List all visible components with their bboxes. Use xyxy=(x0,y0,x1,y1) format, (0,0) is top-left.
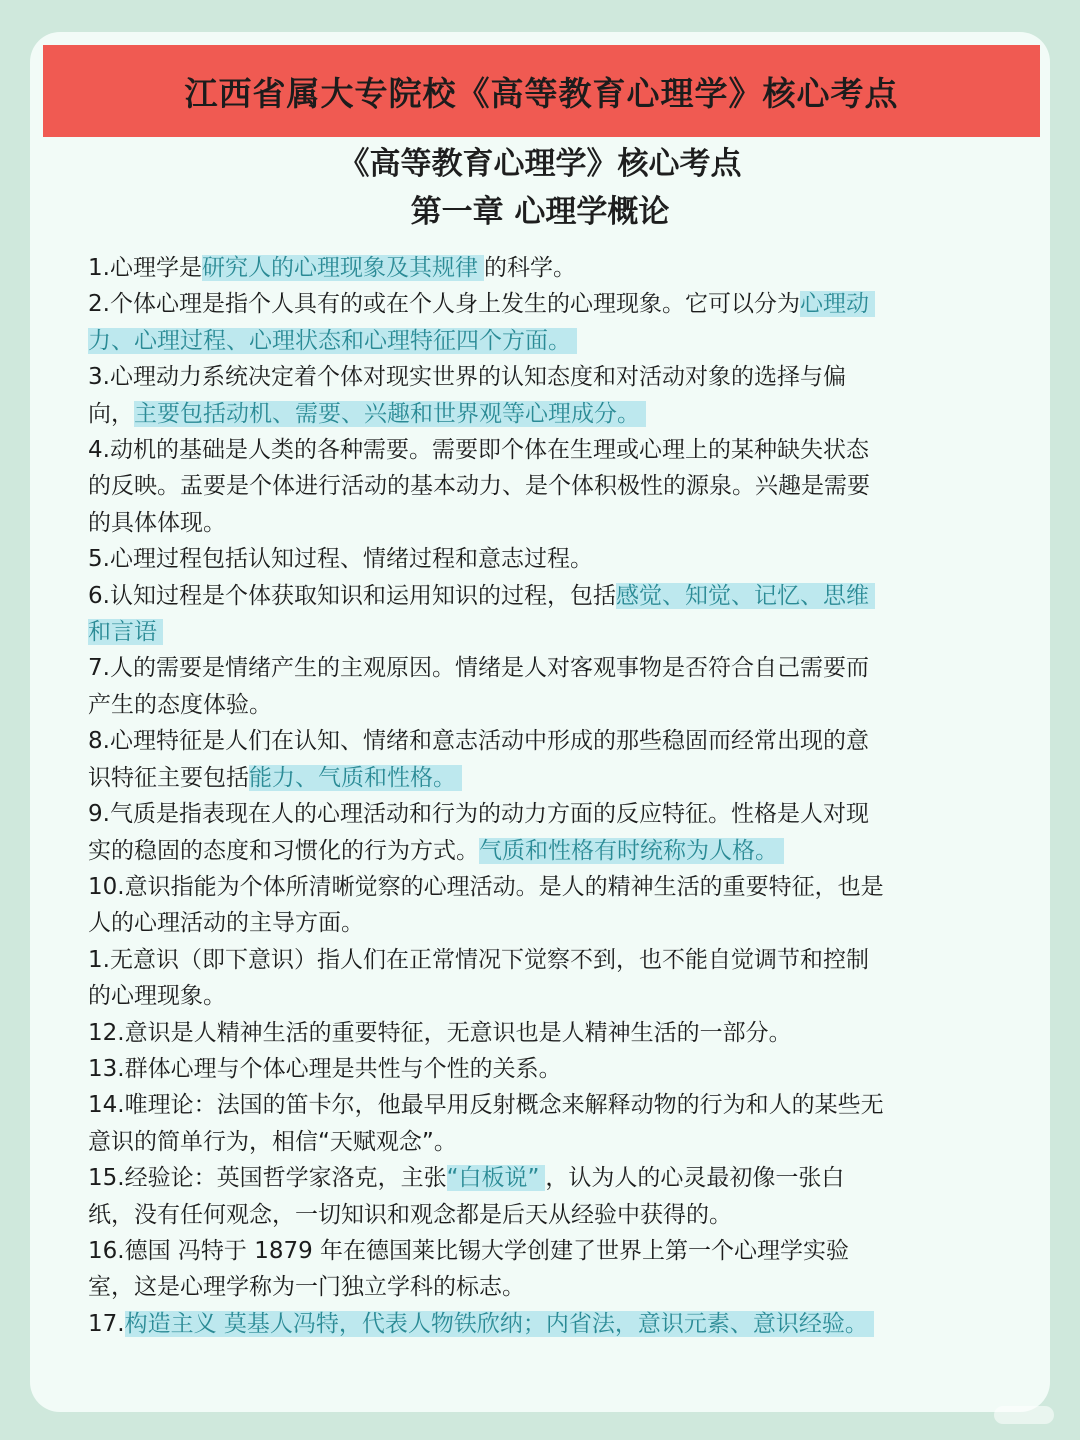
text-segment: 10.意识指能为个体所清晰觉察的心理活动。是人的精神生活的重要特征，也是 xyxy=(88,873,884,900)
text-segment: 9.气质是指表现在人的心理活动和行为的动力方面的反应特征。性格是人对现 xyxy=(88,801,869,828)
list-item xyxy=(88,432,993,541)
list-item xyxy=(88,869,993,942)
text-line xyxy=(88,1197,993,1233)
text-segment: 17. xyxy=(88,1310,125,1337)
text-segment: 人的心理活动的主导方面。 xyxy=(88,910,364,937)
list-item xyxy=(88,1233,993,1306)
text-line xyxy=(88,468,993,504)
text-line xyxy=(88,432,993,468)
text-line xyxy=(88,396,993,432)
text-line xyxy=(88,541,993,577)
text-line xyxy=(88,1269,993,1305)
highlighted-text: 力、心理过程、心理状态和心理特征四个方面。 xyxy=(88,328,577,354)
highlighted-text: 构造主义 莫基人冯特，代表人物铁欣纳；内省法，意识元素、意识经验。 xyxy=(125,1311,874,1337)
text-segment: 实的稳固的态度和习惯化的行为方式。 xyxy=(88,837,479,864)
text-line xyxy=(88,1124,993,1160)
text-line xyxy=(88,1160,993,1196)
text-segment: 5.心理过程包括认知过程、情绪过程和意志过程。 xyxy=(88,546,593,573)
text-line xyxy=(88,978,993,1014)
text-line xyxy=(88,1087,993,1123)
text-segment: 1.心理学是 xyxy=(88,255,202,281)
text-segment: 纸，没有任何观念，一切知识和观念都是后天从经验中获得的。 xyxy=(88,1201,732,1228)
text-segment: 的具体体现。 xyxy=(88,509,226,536)
text-line xyxy=(88,760,993,796)
text-line xyxy=(88,505,993,541)
text-line xyxy=(88,286,993,322)
list-item xyxy=(88,942,993,1015)
highlighted-text: 感觉、知觉、记忆、思维 xyxy=(616,583,875,609)
text-segment: 14.唯理论：法国的笛卡尔，他最早用反射概念来解释动物的行为和人的某些无 xyxy=(88,1092,884,1119)
text-segment: 向， xyxy=(88,400,134,427)
text-segment: 3.心理动力系统决定着个体对现实世界的认知态度和对活动对象的选择与偏 xyxy=(88,364,846,391)
highlighted-text: 心理动 xyxy=(800,291,875,317)
banner-title: 江西省属大专院校《高等教育心理学》核心考点 xyxy=(184,73,899,113)
text-segment: 6.认知过程是个体获取知识和运用知识的过程，包括 xyxy=(88,582,616,609)
text-segment: 7.人的需要是情绪产生的主观原因。情绪是人对客观事物是否符合自己需要而 xyxy=(88,655,869,682)
text-segment: 12.意识是人精神生活的重要特征，无意识也是人精神生活的一部分。 xyxy=(88,1019,792,1046)
text-line xyxy=(88,1015,993,1051)
text-segment: 的科学。 xyxy=(483,255,576,281)
list-item xyxy=(88,1015,993,1051)
text-line xyxy=(88,359,993,395)
text-line xyxy=(88,796,993,832)
text-line xyxy=(88,578,993,614)
text-segment: 16.德国 冯特于 1879 年在德国莱比锡大学创建了世界上第一个心理学实验 xyxy=(88,1237,850,1264)
text-line xyxy=(88,687,993,723)
text-line xyxy=(88,650,993,686)
list-item xyxy=(88,250,993,286)
text-segment: 的心理现象。 xyxy=(88,983,226,1010)
text-segment: 的反映。盂要是个体进行活动的基本动力、是个体积极性的源泉。兴趣是需要 xyxy=(88,473,870,500)
chapter-heading: 第一章 心理学概论 xyxy=(410,194,670,230)
text-segment: 8.心理特征是人们在认知、情绪和意志活动中形成的那些稳固而经常出现的意 xyxy=(88,728,869,755)
text-line xyxy=(88,723,993,759)
text-segment: 意识的简单行为，相信“天赋观念”。 xyxy=(88,1128,457,1155)
text-line xyxy=(88,942,993,978)
highlighted-text: 气质和性格有时统称为人格。 xyxy=(479,838,784,864)
text-line xyxy=(88,323,993,359)
list-item xyxy=(88,723,993,796)
text-line xyxy=(88,614,993,650)
list-item xyxy=(88,1306,993,1342)
text-segment: 1.无意识（即下意识）指人们在正常情况下觉察不到，也不能自觉调节和控制 xyxy=(88,946,869,973)
key-points-list xyxy=(88,250,993,1342)
text-segment: 13.群体心理与个体心理是共性与个性的关系。 xyxy=(88,1055,562,1082)
text-line xyxy=(88,833,993,869)
text-line xyxy=(88,869,993,905)
text-segment: ，认为人的心灵最初像一张白 xyxy=(545,1165,845,1192)
text-line xyxy=(88,1306,993,1342)
document-title: 《高等教育心理学》核心考点 xyxy=(338,146,742,182)
list-item xyxy=(88,578,993,651)
text-segment: 产生的态度体验。 xyxy=(88,691,272,718)
list-item xyxy=(88,541,993,577)
list-item xyxy=(88,359,993,432)
list-item xyxy=(88,286,993,359)
list-item xyxy=(88,1087,993,1160)
header-banner xyxy=(43,45,1040,137)
text-segment: 2.个体心理是指个人具有的或在个人身上发生的心理现象。它可以分为 xyxy=(88,291,800,318)
highlighted-text: 研究人的心理现象及其规律 xyxy=(202,255,484,281)
highlighted-text: 能力、气质和性格。 xyxy=(249,765,462,791)
highlighted-text: 主要包括动机、需要、兴趣和世界观等心理成分。 xyxy=(134,401,646,427)
text-line xyxy=(88,1051,993,1087)
list-item xyxy=(88,1051,993,1087)
text-segment: 4.动机的基础是人类的各种需要。需要即个体在生理或心理上的某种缺失状态 xyxy=(88,437,869,464)
text-line xyxy=(88,250,993,286)
highlighted-text: 和言语 xyxy=(88,619,163,645)
list-item xyxy=(88,796,993,869)
list-item xyxy=(88,1160,993,1233)
text-segment: 室，这是心理学称为一门独立学科的标志。 xyxy=(88,1274,525,1301)
text-line xyxy=(88,905,993,941)
list-item xyxy=(88,650,993,723)
text-segment: 识特征主要包括 xyxy=(88,764,249,791)
text-segment: 15.经验论：英国哲学家洛克，主张 xyxy=(88,1165,447,1192)
text-line xyxy=(88,1233,993,1269)
highlighted-text: “白板说” xyxy=(447,1165,546,1191)
watermark-badge xyxy=(994,1406,1054,1424)
